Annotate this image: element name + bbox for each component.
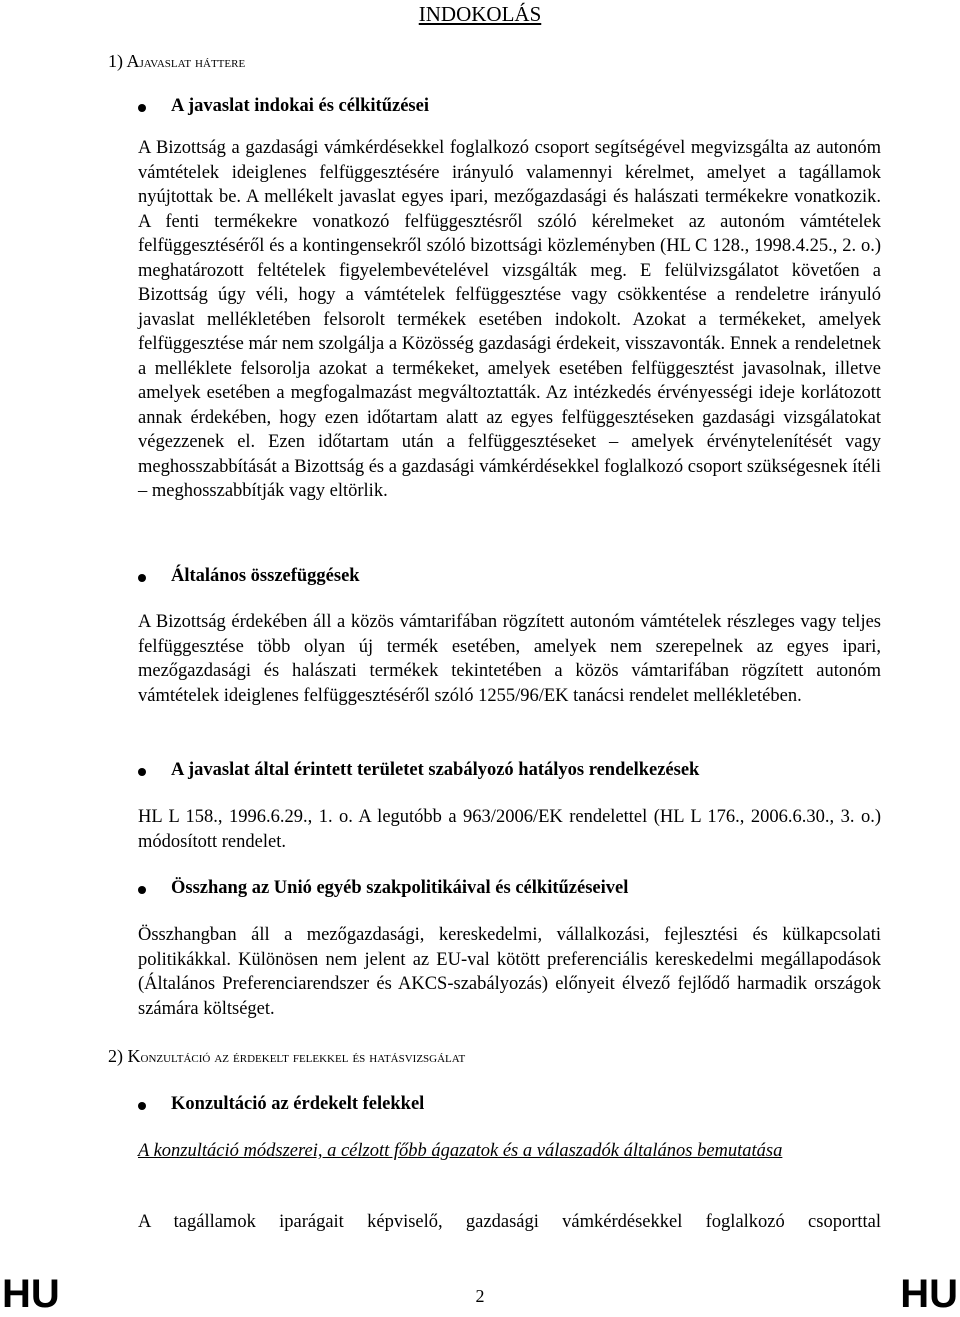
bullet-altalanos-osszefuggesek bbox=[138, 566, 360, 587]
bullet-icon bbox=[138, 886, 146, 894]
bullet-label: Konzultáció az érdekelt felekkel bbox=[171, 1094, 425, 1114]
page-number: 2 bbox=[475, 1286, 485, 1306]
page-title-text: INDOKOLÁS bbox=[418, 2, 542, 26]
bullet-icon bbox=[138, 768, 146, 776]
paragraph-hatalyos: HL L 158., 1996.6.29., 1. o. A legutóbb a 963/2006/EK rendelettel (HL L 176., 2006.6.30., 3. o.) módosított rendelet. bbox=[138, 807, 881, 852]
bullet-hatalyos-rendelkezesek bbox=[138, 760, 699, 781]
section-1-title: javaslat háttere bbox=[139, 54, 246, 71]
bullet-icon bbox=[138, 104, 146, 112]
section-1-number: 1) A bbox=[108, 51, 140, 71]
bullet-icon bbox=[138, 1102, 146, 1110]
section-heading-2 bbox=[108, 1046, 465, 1067]
bullet-osszhang bbox=[138, 878, 628, 899]
paragraph-altalanos: A Bizottság érdekében áll a közös vámtarifában rögzített autonóm vámtételek részleges vagy teljes felfüggesztése több olyan új termék esetében, amelyek nem szerepelnek az egyes ipari, mezőgazdasági és halászati termékek tekintetében a közös vámtarifában rögzített autonóm vámtételek ideiglenes felfüggesztéséről szóló 1255/96/EK tanácsi rendelet mellékletében. bbox=[138, 612, 881, 706]
bullet-label: A javaslat által érintett területet szabályozó hatályos rendelkezések bbox=[171, 760, 700, 780]
section-2-title: onzultáció az érdekelt felekkel és hatásvizsgálat bbox=[140, 1049, 466, 1066]
paragraph-osszhang: Összhangban áll a mezőgazdasági, kereskedelmi, vállalkozási, fejlesztési és külkapcsolati politikákkal. Különösen nem jelent az EU-val kötött preferenciális kereskedelmi megállapodások (Általános Preferenciarendszer és AKCS-szabályozás) előnyeit élvező fejlődő harmadik országok számára költséget. bbox=[138, 925, 881, 1019]
footer-language-code-left: HU bbox=[2, 1272, 60, 1316]
bullet-javaslat-indokai bbox=[138, 96, 429, 117]
paragraph-konzultacio-modszerei: A konzultáció módszerei, a célzott főbb ágazatok és a válaszadók általános bemutatása bbox=[138, 1141, 783, 1161]
page-title bbox=[0, 2, 960, 27]
footer-language-code-right: HU bbox=[900, 1272, 958, 1316]
bullet-icon bbox=[138, 574, 146, 582]
paragraph-tagallamok: A tagállamok iparágait képviselő, gazdasági vámkérdésekkel foglalkozó csoporttal bbox=[138, 1212, 881, 1232]
bullet-label: Összhang az Unió egyéb szakpolitikáival és célkitűzéseivel bbox=[171, 878, 629, 898]
section-heading-1 bbox=[108, 51, 245, 72]
bullet-label: Általános összefüggések bbox=[171, 566, 360, 586]
bullet-konzultacio bbox=[138, 1094, 424, 1115]
section-2-number: 2) K bbox=[108, 1046, 141, 1066]
bullet-label: A javaslat indokai és célkitűzései bbox=[171, 96, 429, 116]
paragraph-indokai: A Bizottság a gazdasági vámkérdésekkel foglalkozó csoport segítségével megvizsgálta az autonóm vámtételek ideiglenes felfüggesztésére irányuló valamennyi kérelmet, amelyet a tagállamok nyújtottak be. A mellékelt javaslat egyes ipari, mezőgazdasági és halászati termékekre vonatkozik. A fenti termékekre vonatkozó felfüggesztésről szóló kérelmeket az autonóm vámtételek felfüggesztéséről és a kontingensekről szóló bizottsági közleményben (HL C 128., 1998.4.25., 2. o.) meghatározott feltételek figyelembevételével vizsgálták meg. E felülvizsgálatot követően a Bizottság úgy véli, hogy a vámtételek felfüggesztése vagy csökkentése a rendeletre irányuló javaslat mellékletében felsorolt termékek esetében indokolt. Azokat a termékeket, amelyek felfüggesztése már nem szolgálja a Közösség gazdasági érdekeit, visszavonták. Ennek a rendeletnek a melléklete felsorolja azokat a termékeket, amelyek esetében felfüggesztést javasolnak, illetve amelyek esetében a megfogalmazást megváltoztatták. Az intézkedés érvényességi ideje korlátozott annak érdekében, hogy ezen időtartam alatt az egyes felfüggesztéseken gazdasági vizsgálatokat végezzenek el. Ezen időtartam után a felfüggesztéseket – amelyek érvénytelenítését vagy meghosszabbítását a Bizottság és a gazdasági vámkérdésekkel foglalkozó csoport szükségesnek ítéli – meghosszabbítják vagy eltörlik. bbox=[138, 138, 881, 501]
